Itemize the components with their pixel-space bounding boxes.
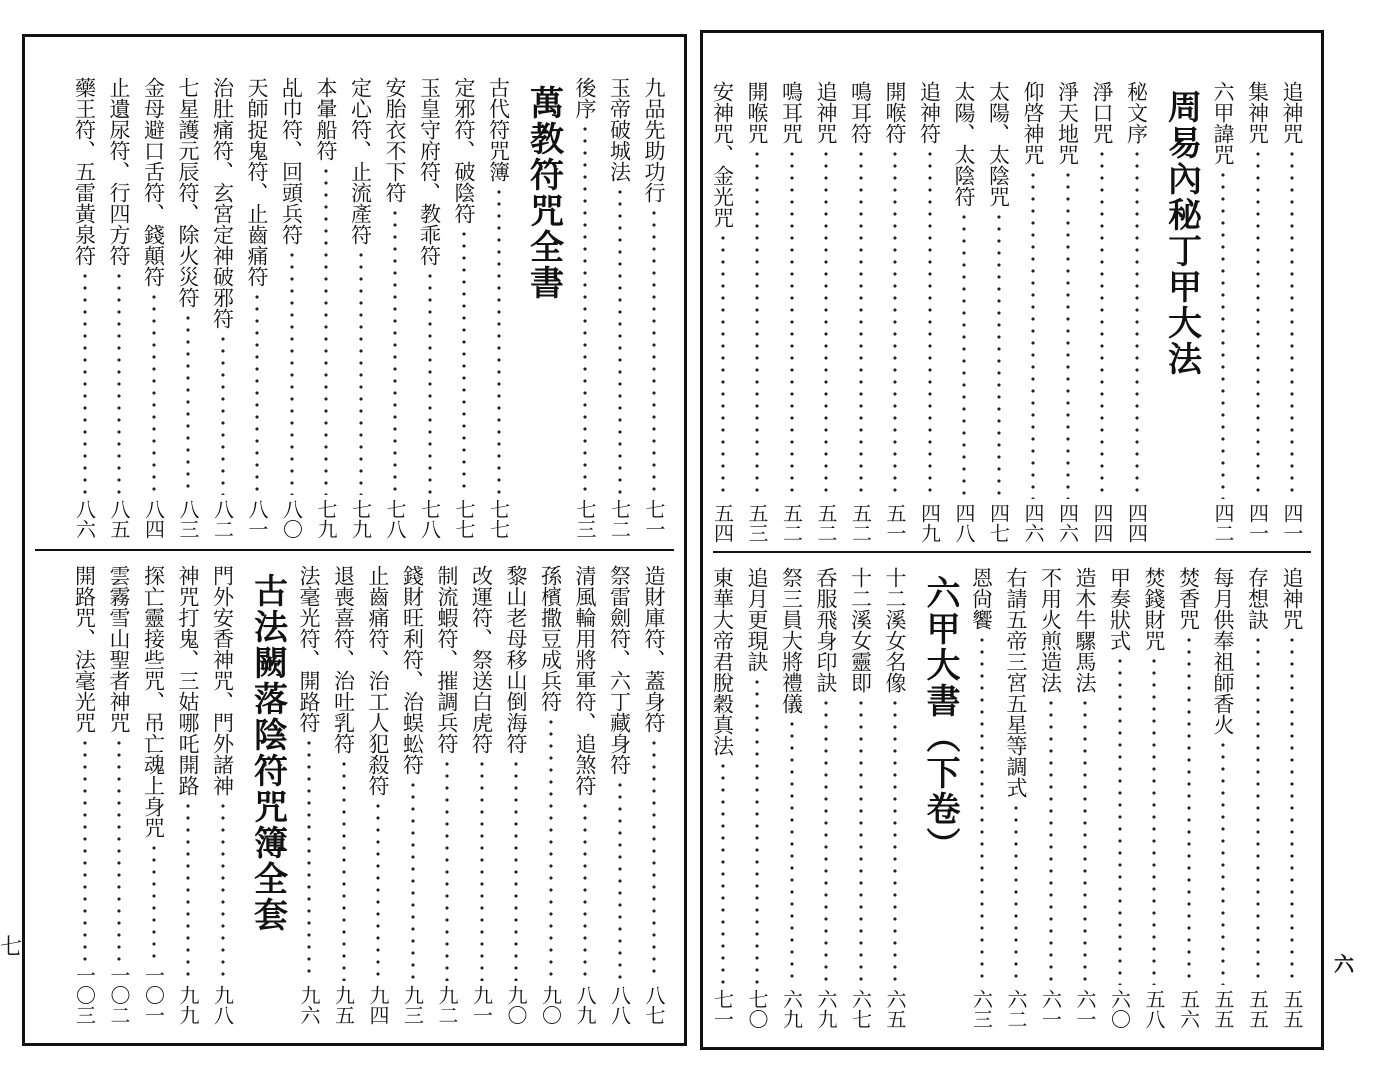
toc-entry-page: 四四 — [1090, 503, 1114, 543]
dot-leader — [83, 270, 87, 495]
dot-leader — [790, 148, 794, 499]
left-page — [22, 34, 687, 1046]
toc-entry-page: 九二 — [435, 985, 459, 1025]
toc-entry-page: 八七 — [642, 985, 666, 1025]
section-title: 六甲大書（下卷） — [920, 575, 960, 863]
toc-entry-page: 九〇 — [504, 985, 528, 1025]
toc-entry — [1016, 81, 1050, 543]
dot-leader — [152, 842, 156, 961]
dot-leader — [359, 249, 363, 495]
toc-entry — [1137, 567, 1171, 1029]
dot-leader — [1014, 802, 1018, 985]
toc-entry-title: 追月更現訣 — [745, 567, 769, 672]
toc-entry — [1206, 81, 1240, 543]
toc-entry — [637, 565, 671, 1025]
dot-leader — [549, 716, 553, 981]
toc-entry — [1068, 567, 1102, 1029]
toc-entry — [740, 81, 774, 543]
toc-entry-title: 雲霧雪山聖者神咒 — [107, 565, 131, 733]
toc-entry-title: 不用火煎造法 — [1038, 567, 1063, 693]
toc-entry — [344, 77, 378, 539]
toc-entry-page: 一〇二 — [107, 965, 131, 1025]
toc-entry — [878, 567, 912, 1029]
toc-entry-page: 五八 — [1142, 989, 1166, 1029]
toc-entry-page: 九三 — [400, 985, 425, 1025]
dot-leader — [1083, 697, 1087, 985]
toc-entry — [171, 565, 205, 1025]
toc-entry-title: 孫檳撒豆成兵符 — [538, 565, 563, 712]
section-divider — [35, 549, 674, 551]
toc-entry — [240, 77, 274, 539]
toc-entry-page: 七三 — [573, 499, 597, 539]
dot-leader — [652, 207, 656, 495]
dot-leader — [1221, 169, 1225, 499]
dot-leader — [652, 737, 656, 981]
toc-entry-page: 五三 — [745, 503, 769, 543]
toc-entry — [603, 77, 637, 539]
dot-leader — [618, 186, 622, 495]
toc-entry — [1120, 81, 1154, 543]
dot-leader — [1187, 634, 1191, 985]
toc-entry-title: 玉帝破城法 — [607, 77, 632, 182]
toc-entry — [1172, 567, 1206, 1029]
dot-leader — [186, 312, 190, 495]
toc-entry-title: 定邪符、破陰符 — [452, 77, 476, 224]
toc-entry — [499, 565, 533, 1025]
toc-entry-title: 淨口咒 — [1090, 81, 1114, 144]
toc-entry — [965, 567, 999, 1029]
toc-entry — [913, 81, 947, 543]
dot-leader — [824, 148, 828, 499]
toc-entry-page: 五五 — [1245, 989, 1270, 1029]
toc-entry — [1103, 567, 1137, 1029]
toc-entry-page: 六〇 — [1107, 989, 1132, 1029]
page-edge-mark: 七 — [0, 935, 23, 960]
toc-entry — [68, 77, 102, 539]
dot-leader — [1290, 148, 1294, 499]
toc-entry-page: 八三 — [176, 499, 200, 539]
dot-leader — [1152, 655, 1156, 985]
dot-leader — [859, 697, 863, 985]
dot-leader — [583, 800, 587, 981]
dot-leader — [480, 758, 484, 981]
dot-leader — [618, 779, 622, 981]
toc-entry-title: 造木牛騾馬法 — [1073, 567, 1097, 693]
dot-leader — [928, 148, 932, 499]
section-title: 周易內秘丁甲大法 — [1161, 89, 1202, 377]
dot-leader — [980, 634, 984, 985]
toc-entry-title: 開路咒、法毫光咒 — [72, 565, 97, 733]
toc-entry-page: 六九 — [814, 989, 838, 1029]
toc-entry — [1275, 81, 1309, 543]
toc-entry — [878, 81, 912, 543]
dot-leader — [893, 148, 897, 499]
toc-entry-page: 四一 — [1280, 503, 1304, 543]
toc-entry-page: 四八 — [952, 503, 976, 543]
dot-leader — [1118, 655, 1122, 985]
section-title: 古法闕落陰符咒簿全套 — [247, 573, 288, 933]
section-divider — [713, 551, 1311, 553]
toc-entry-page: 八八 — [607, 985, 632, 1025]
toc-entry — [534, 565, 568, 1025]
toc-entry — [275, 77, 309, 539]
toc-entry-title: 太陽、太陰符 — [952, 81, 976, 207]
dot-leader — [307, 737, 311, 981]
toc-entry-title: 祭三員大將禮儀 — [779, 567, 804, 714]
toc-entry — [1275, 567, 1309, 1029]
toc-entry — [327, 565, 361, 1025]
dot-leader — [290, 249, 294, 495]
toc-entry-page: 九八 — [210, 985, 235, 1025]
toc-entry — [137, 565, 171, 1025]
toc-entry-title: 追神符 — [917, 81, 942, 144]
toc-entry-title: 淨天地咒 — [1055, 81, 1080, 165]
page-folio: 六 — [1334, 952, 1354, 976]
dot-leader — [721, 232, 725, 499]
dot-leader — [445, 758, 449, 981]
toc-entry — [999, 567, 1033, 1029]
toc-entry-page: 八四 — [141, 499, 166, 539]
toc-entry-title: 祭雷劍符、六丁藏身符 — [607, 565, 632, 775]
toc-entry-page: 七一 — [710, 989, 735, 1029]
section-title: 萬教符咒全書 — [523, 85, 564, 301]
dot-leader — [376, 800, 380, 981]
toc-entry — [102, 565, 136, 1025]
toc-entry-title: 神咒打鬼、三姑哪吒開路 — [176, 565, 200, 796]
toc-entry-title: 退喪喜符、治吐乳符 — [331, 565, 356, 754]
toc-entry-title: 鳴耳符 — [848, 81, 873, 144]
dot-leader — [1256, 634, 1260, 985]
dot-leader — [1049, 697, 1053, 985]
toc-entry-page: 九一 — [469, 985, 494, 1025]
dot-leader — [1066, 169, 1070, 499]
toc-entry-title: 焚錢財咒 — [1142, 567, 1166, 651]
toc-entry — [482, 77, 516, 539]
toc-entry-page: 五一 — [883, 503, 907, 543]
toc-entry-page: 四一 — [1245, 503, 1270, 543]
toc-entry-title: 後序 — [573, 77, 597, 119]
dot-leader — [411, 779, 415, 981]
toc-entry-page: 四七 — [986, 503, 1011, 543]
toc-entry-title: 甲奏狀式 — [1107, 567, 1132, 651]
toc-entry-title: 改運符、祭送白虎符 — [469, 565, 494, 754]
toc-entry-page: 七八 — [383, 499, 407, 539]
toc-entry — [775, 567, 809, 1029]
right-page — [700, 30, 1324, 1050]
toc-entry-title: 藥王符、五雷黃泉符 — [72, 77, 97, 266]
toc-entry-title: 存想訣 — [1245, 567, 1270, 630]
toc-entry-title: 門外安香神咒、門外諸神 — [210, 565, 235, 796]
dot-leader — [221, 333, 225, 495]
toc-entry — [706, 81, 740, 543]
toc-entry — [378, 77, 412, 539]
toc-entry-page: 九九 — [176, 985, 200, 1025]
toc-entry — [1206, 567, 1240, 1029]
toc-entry-page: 六二 — [1004, 989, 1028, 1029]
dot-leader — [824, 697, 828, 985]
toc-entry-title: 止齒痛符、治工人犯殺符 — [366, 565, 390, 796]
dot-leader — [1256, 148, 1260, 499]
toc-entry-page: 九〇 — [538, 985, 563, 1025]
toc-entry — [568, 77, 602, 539]
toc-entry — [844, 81, 878, 543]
toc-entry — [413, 77, 447, 539]
toc-entry-title: 每月供奉祖師香火 — [1211, 567, 1235, 735]
toc-entry-page: 九六 — [297, 985, 321, 1025]
toc-entry-page: 五二 — [779, 503, 804, 543]
toc-entry-title: 安胎衣不下符 — [383, 77, 407, 203]
toc-entry-title: 追神咒 — [1280, 567, 1304, 630]
toc-entry — [102, 77, 136, 539]
dot-leader — [497, 186, 501, 495]
toc-entry-page: 九五 — [331, 985, 356, 1025]
toc-entry-title: 止遺尿符、行四方符 — [107, 77, 131, 266]
toc-entry-title: 六甲諱咒 — [1211, 81, 1235, 165]
toc-entry-title: 七星護元辰符、除火災符 — [176, 77, 200, 308]
toc-entry — [171, 77, 205, 539]
toc-entry-title: 開喉符 — [883, 81, 907, 144]
toc-entry-page: 八五 — [107, 499, 131, 539]
toc-entry — [1051, 81, 1085, 543]
toc-entry — [740, 567, 774, 1029]
toc-entry-page: 五二 — [848, 503, 873, 543]
toc-entry-title: 焚香咒 — [1176, 567, 1201, 630]
toc-entry-page: 五六 — [1176, 989, 1201, 1029]
toc-entry-page: 七七 — [452, 499, 476, 539]
dot-leader — [1135, 148, 1139, 499]
toc-entry — [844, 567, 878, 1029]
dot-leader — [1100, 148, 1104, 499]
toc-entry-title: 探亡靈接些咒、吊亡魂上身咒 — [141, 565, 166, 838]
toc-entry — [1241, 81, 1275, 543]
toc-entry-page: 四四 — [1124, 503, 1149, 543]
toc-entry-page: 八九 — [573, 985, 597, 1025]
toc-entry — [982, 81, 1016, 543]
toc-entry-title: 秘文序 — [1124, 81, 1149, 144]
toc-entry-title: 造財庫符、蓋身符 — [642, 565, 666, 733]
toc-entry-title: 古代符咒簿 — [486, 77, 511, 182]
dot-leader — [997, 211, 1001, 499]
dot-leader — [152, 291, 156, 495]
dot-leader — [324, 165, 328, 495]
toc-entry-title: 東華大帝君脫穀真法 — [710, 567, 735, 756]
toc-entry-title: 開喉咒 — [745, 81, 769, 144]
toc-entry — [206, 565, 240, 1025]
toc-entry-title: 制流蝦符、摧調兵符 — [435, 565, 459, 754]
toc-entry-page: 六七 — [848, 989, 873, 1029]
toc-entry-title: 太陽、太陰咒 — [986, 81, 1011, 207]
toc-entry — [603, 565, 637, 1025]
dot-leader — [1290, 634, 1294, 985]
dot-leader — [221, 800, 225, 981]
toc-entry-title: 治肚痛符、玄宮定神破邪符 — [210, 77, 235, 329]
toc-entry — [706, 567, 740, 1029]
toc-entry-title: 呑服飛身印訣 — [814, 567, 838, 693]
toc-entry-title: 十二溪女名像 — [883, 567, 907, 693]
toc-entry — [775, 81, 809, 543]
dot-leader — [859, 148, 863, 499]
toc-entry-page: 七一 — [642, 499, 666, 539]
toc-entry-page: 六九 — [779, 989, 804, 1029]
dot-leader — [1221, 739, 1225, 985]
dot-leader — [893, 697, 897, 985]
toc-entry-title: 清風輪用將軍符、追煞符 — [573, 565, 597, 796]
toc-entry-page: 四二 — [1211, 503, 1235, 543]
toc-entry — [137, 77, 171, 539]
dot-leader — [342, 758, 346, 981]
toc-entry-page: 七七 — [486, 499, 511, 539]
toc-entry-title: 安神咒、金光咒 — [710, 81, 735, 228]
toc-entry-page: 八〇 — [279, 499, 304, 539]
toc-entry-title: 法毫光符、開路符 — [297, 565, 321, 733]
toc-entry — [809, 81, 843, 543]
toc-entry-title: 仰啓神咒 — [1021, 81, 1045, 165]
toc-entry-title: 右請五帝三宮五星等調式 — [1004, 567, 1028, 798]
toc-entry-page: 六五 — [883, 989, 907, 1029]
dot-leader — [83, 737, 87, 961]
toc-entry-page: 八六 — [72, 499, 97, 539]
dot-leader — [962, 211, 966, 499]
toc-entry-title: 定心符、止流產符 — [348, 77, 373, 245]
toc-entry — [809, 567, 843, 1029]
toc-entry — [361, 565, 395, 1025]
toc-entry-page: 一〇一 — [141, 965, 166, 1025]
toc-entry-page: 六一 — [1038, 989, 1063, 1029]
dot-leader — [755, 676, 759, 985]
dot-leader — [186, 800, 190, 981]
toc-entry-title: 金母避口舌符、錢顛符 — [141, 77, 166, 287]
toc-entry-title: 黎山老母移山倒海符 — [504, 565, 528, 754]
toc-entry — [206, 77, 240, 539]
toc-entry-page: 五五 — [1211, 989, 1235, 1029]
toc-entry-page: 八一 — [245, 499, 269, 539]
toc-entry-page: 七八 — [417, 499, 442, 539]
toc-entry-title: 恩尙饗 — [969, 567, 994, 630]
toc-entry-title: 鳴耳咒 — [779, 81, 804, 144]
toc-entry — [396, 565, 430, 1025]
toc-entry-title: 九品先助功行 — [642, 77, 666, 203]
toc-entry-title: 追神咒 — [814, 81, 838, 144]
toc-entry-title: 天師捉鬼符、止齒痛符 — [245, 77, 269, 287]
toc-entry-page: 四六 — [1055, 503, 1080, 543]
dot-leader — [255, 291, 259, 495]
toc-entry-page: 七九 — [314, 499, 338, 539]
toc-entry-title: 本暈船符 — [314, 77, 338, 161]
toc-entry-page: 六三 — [969, 989, 994, 1029]
toc-entry-page: 五二 — [814, 503, 838, 543]
toc-entry-page: 六一 — [1073, 989, 1097, 1029]
toc-entry-page: 八二 — [210, 499, 235, 539]
dot-leader — [514, 758, 518, 981]
toc-entry — [68, 565, 102, 1025]
toc-entry-title: 玉皇守府符、教乖符 — [417, 77, 442, 266]
toc-entry — [430, 565, 464, 1025]
toc-entry-page: 四九 — [917, 503, 942, 543]
toc-entry-page: 五五 — [1280, 989, 1304, 1029]
toc-entry — [309, 77, 343, 539]
toc-entry — [1241, 567, 1275, 1029]
toc-entry — [1085, 81, 1119, 543]
toc-entry — [465, 565, 499, 1025]
dot-leader — [755, 148, 759, 499]
toc-entry-page: 四六 — [1021, 503, 1045, 543]
toc-entry — [292, 565, 326, 1025]
toc-entry-page: 九四 — [366, 985, 390, 1025]
dot-leader — [117, 270, 121, 495]
toc-entry-title: 十二溪女靈即 — [848, 567, 873, 693]
toc-entry-title: 追神咒 — [1280, 81, 1304, 144]
toc-entry — [1034, 567, 1068, 1029]
toc-entry-title: 錢財旺利符、治蜈蚣符 — [400, 565, 425, 775]
toc-entry-page: 一〇三 — [72, 965, 97, 1025]
dot-leader — [462, 228, 466, 495]
toc-entry — [447, 77, 481, 539]
toc-entry-title: 乩巾符、回頭兵符 — [279, 77, 304, 245]
toc-entry-page: 五四 — [710, 503, 735, 543]
toc-entry-title: 集神咒 — [1245, 81, 1270, 144]
dot-leader — [790, 718, 794, 985]
toc-entry — [568, 565, 602, 1025]
toc-entry-page: 七〇 — [745, 989, 769, 1029]
dot-leader — [721, 760, 725, 985]
toc-entry — [947, 81, 981, 543]
dot-leader — [583, 123, 587, 495]
dot-leader — [393, 207, 397, 495]
dot-leader — [1031, 169, 1035, 499]
toc-entry-page: 七二 — [607, 499, 632, 539]
dot-leader — [117, 737, 121, 961]
toc-entry-page: 七九 — [348, 499, 373, 539]
dot-leader — [428, 270, 432, 495]
toc-entry — [637, 77, 671, 539]
